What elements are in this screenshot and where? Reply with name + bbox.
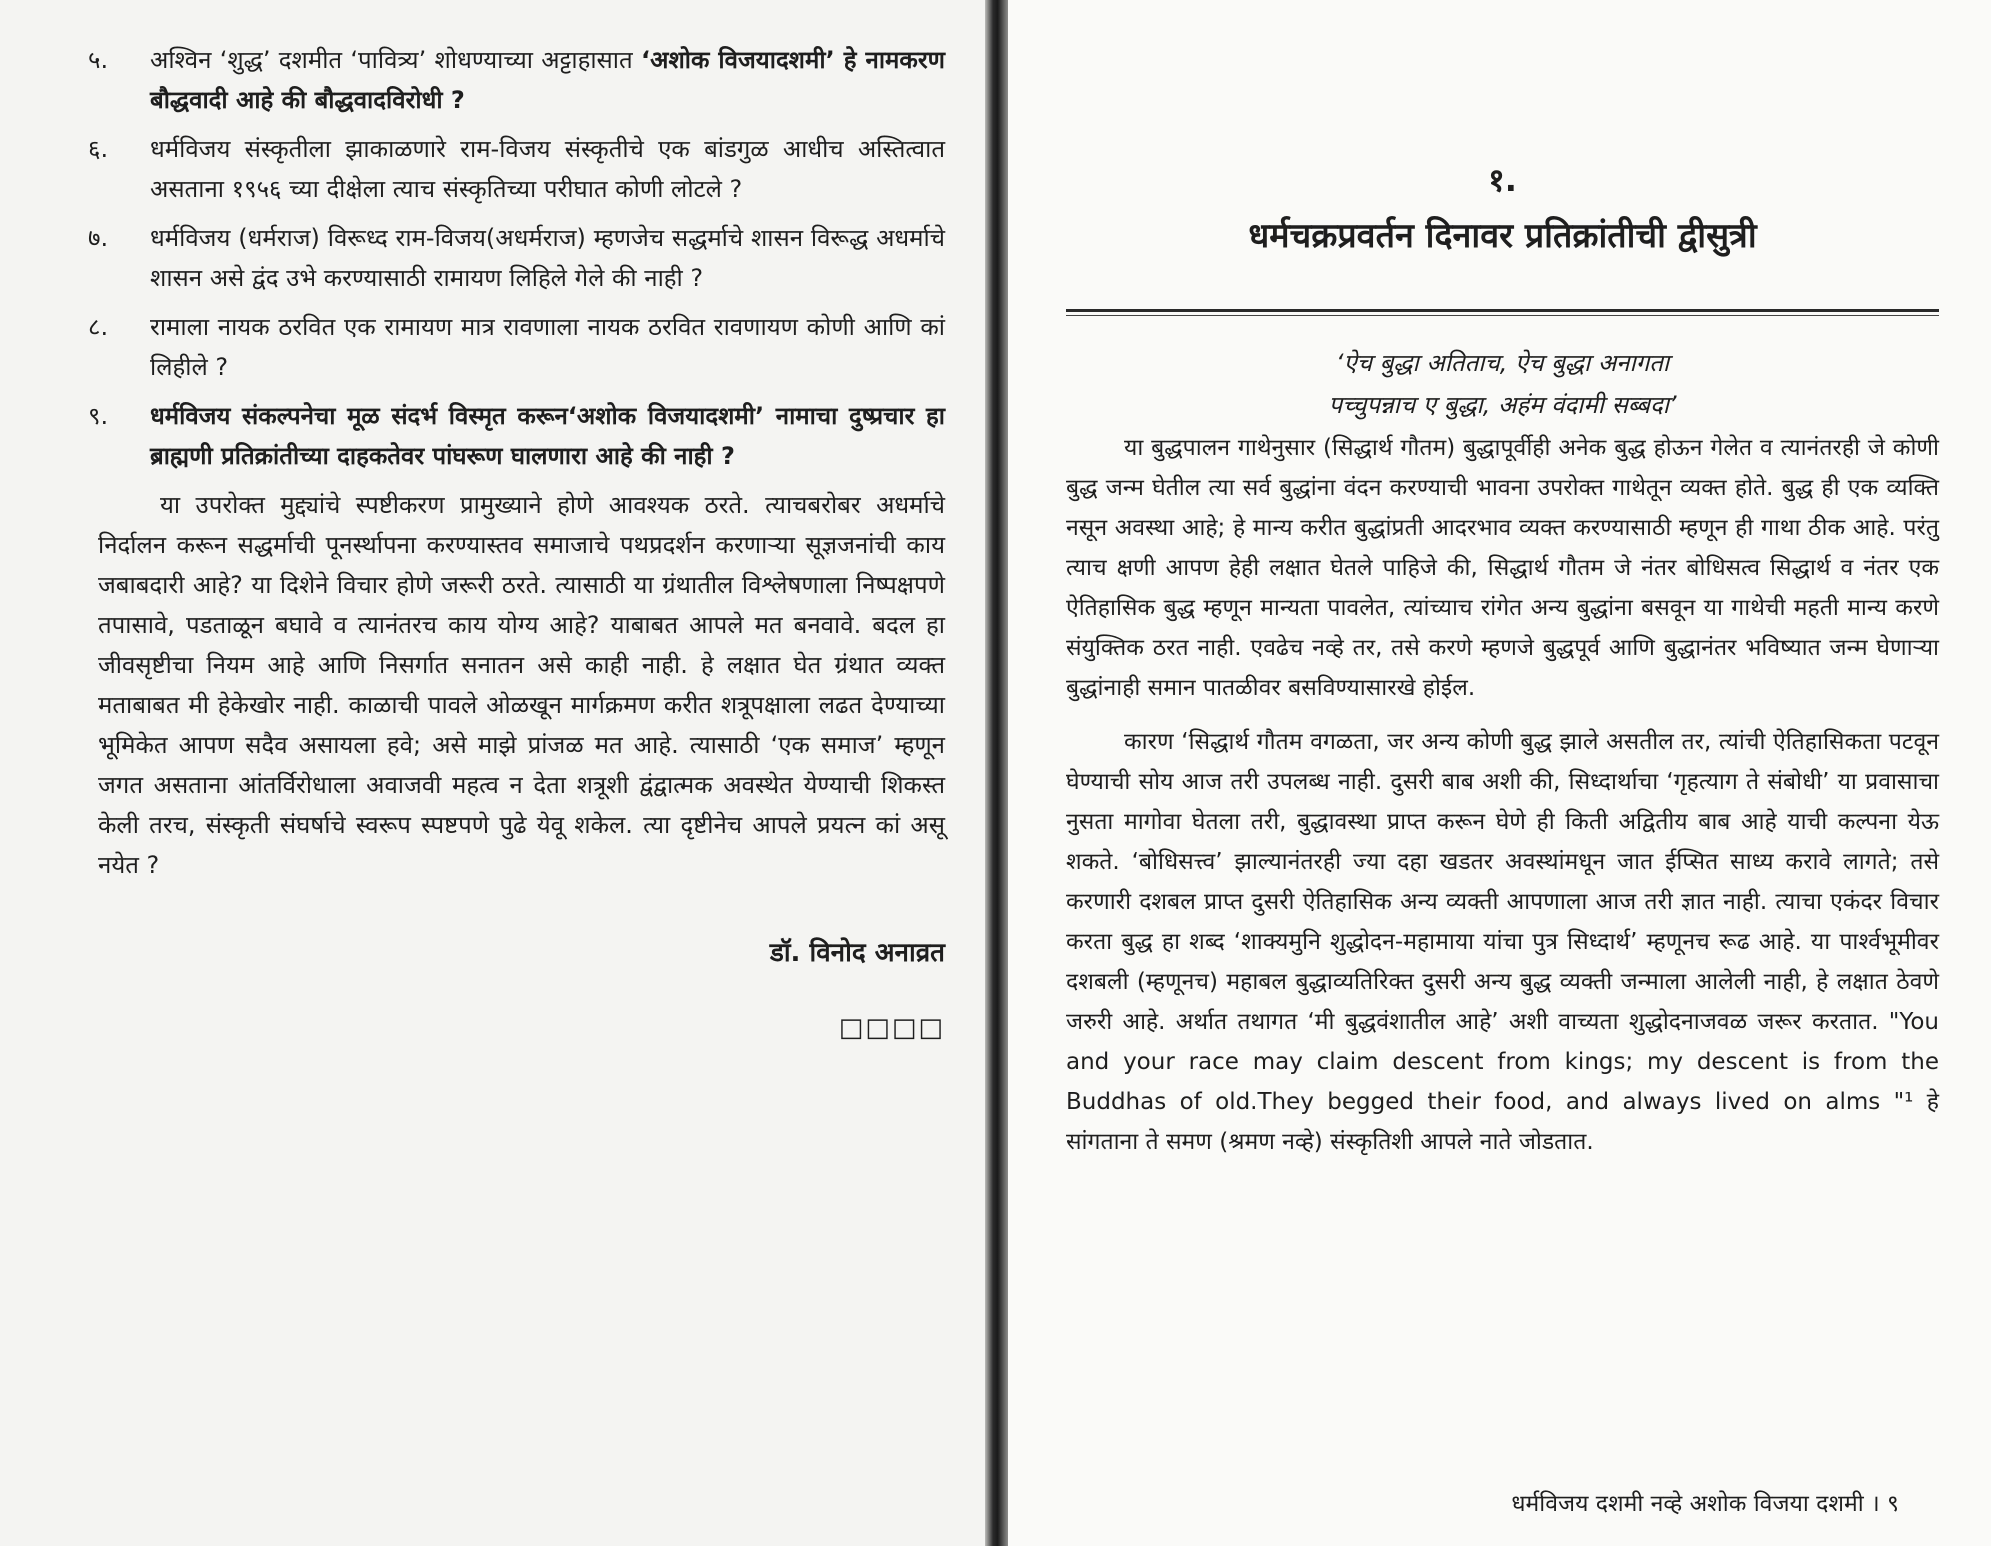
chapter-title: धर्मचक्रप्रवर्तन दिनावर प्रतिक्रांतीची द्वीसुत्री [1248, 216, 1757, 256]
book-gutter [985, 0, 1008, 1546]
question-text-normal: अश्विन ‘शुद्ध’ दशमीत ‘पावित्र्य’ शोधण्याच्या अट्टाहासात [150, 46, 641, 74]
question-item [78, 307, 945, 387]
verse-line: ‘ऐच बुद्धा अतिताच, ऐच बुद्धा अनागता [1335, 349, 1670, 377]
question-item [78, 396, 945, 476]
conclusion-paragraph: या उपरोक्त मुद्द्यांचे स्पष्टीकरण प्रामुख्याने होणे आवश्यक ठरते. त्याचबरोबर अधर्माचे निर्दालन करून सद्धर्माची पूनर्स्थापना करण्यास्तव समाजाचे पथप्रदर्शन करणाऱ्या सूज्ञजनांची काय जबाबदारी आहे? या दिशेने विचार होणे जरूरी ठरते. त्यासाठी या ग्रंथातील विश्लेषणाला निष्पक्षपणे तपासावे, पडताळून बघावे व त्यानंतरच काय योग्य आहे? याबाबत आपले मत बनवावे. बदल हा जीवसृष्टीचा नियम आहे आणि निसर्गात सनातन असे काही नाही. हे लक्षात घेत ग्रंथात व्यक्त मताबाबत मी हेकेखोर नाही. काळाची पावले ओळखून मार्गक्रमण करीत शत्रूपक्षाला लढत देण्याच्या भूमिकेत आपण सदैव असायला हवे; असे माझे प्रांजळ मत आहे. त्यासाठी ‘एक समाज’ म्हणून जगत असताना आंतर्विरोधाला अवाजवी महत्व न देता शत्रूशी द्वंद्वात्मक अवस्थेत येण्याची शिकस्त केली तरच, संस्कृती संघर्षाचे स्वरूप स्पष्टपणे पुढे येवू शकेल. त्या दृष्टीनेच आपले प्रयत्न कां असू नयेत ? [98, 491, 945, 879]
author-signature: डॉ. विनोद अनाव्रत [769, 938, 945, 968]
question-text: धर्मविजय (धर्मराज) विरूध्द राम-विजय(अधर्मराज) म्हणजेच सद्धर्माचे शासन विरूद्ध अधर्माचे शासन असे द्वंद उभे करण्यासाठी रामायण लिहिले गेले की नाही ? [150, 224, 945, 292]
question-text: धर्मविजय संस्कृतीला झाकाळणारे राम-विजय संस्कृतीचे एक बांडगुळ आधीच अस्तित्वात असताना १९५६ च्या दीक्षेला त्याच संस्कृतिच्या परीघात कोणी लोटले ? [150, 135, 945, 203]
body-paragraph: या बुद्धपालन गाथेनुसार (सिद्धार्थ गौतम) बुद्धापूर्वीही अनेक बुद्ध होऊन गेलेत व त्यानंतरही जे कोणी बुद्ध जन्म घेतील त्या सर्व बुद्धांना वंदन करण्याची भावना उपरोक्त गाथेतून व्यक्त होते. बुद्ध ही एक व्यक्ति नसून अवस्था आहे; हे मान्य करीत बुद्धांप्रती आदरभाव व्यक्त करण्यासाठी म्हणून ही गाथा ठीक आहे. परंतु त्याच क्षणी आपण हेही लक्षात घेतले पाहिजे की, सिद्धार्थ गौतम जे नंतर बोधिसत्व सिद्धार्थ व नंतर एक ऐतिहासिक बुद्ध म्हणून मान्यता पावलेत, त्यांच्याच रांगेत अन्य बुद्धांना बसवून या गाथेची महती मान्य करणे संयुक्तिक ठरत नाही. एवढेच नव्हे तर, तसे करणे म्हणजे बुद्धपूर्व आणि बुद्धानंतर भविष्यात जन्म घेणाऱ्या बुद्धांनाही समान पातळीवर बसविण्यासारखे होईल. [1066, 435, 1939, 701]
chapter-number: १. [1488, 161, 1517, 199]
right-page [1008, 0, 1991, 1546]
question-text: रामाला नायक ठरवित एक रामायण मात्र रावणाला नायक ठरवित रावणायण कोणी आणि कां लिहीले ? [150, 313, 945, 381]
question-number: ८. [88, 313, 109, 341]
page-footer: धर्मविजय दशमी नव्हे अशोक विजया दशमी । ९ [1511, 1491, 1899, 1517]
question-number: ७. [88, 224, 109, 252]
title-rule [1066, 309, 1939, 316]
question-text [150, 40, 945, 120]
rule-thin [1066, 315, 1939, 316]
question-text-bold: ‘अशोक विजयादशमी’ हे नामकरण बौद्धवादी आहे की बौद्धवादविरोधी ? [150, 46, 945, 114]
body-paragraph: कारण ‘सिद्धार्थ गौतम वगळता, जर अन्य कोणी बुद्ध झाले असतील तर, त्यांची ऐतिहासिकता पटवून घेण्याची सोय आज तरी उपलब्ध नाही. दुसरी बाब अशी की, सिध्दार्थाचा ‘गृहत्याग ते संबोधी’ या प्रवासाचा नुसता मागोवा घेतला तरी, बुद्धावस्था प्राप्त करून घेणे ही किती अद्वितीय बाब आहे याची कल्पना येऊ शकते. ‘बोधिसत्त्व’ झाल्यानंतरही ज्या दहा खडतर अवस्थांमधून जात ईप्सित साध्य करावे लागते; तसे करणारी दशबल प्राप्त दुसरी ऐतिहासिक अन्य व्यक्ती आपणाला आज तरी ज्ञात नाही. त्याचा एकंदर विचार करता बुद्ध हा शब्द ‘शाक्यमुनि शुद्धोदन-महामाया यांचा पुत्र सिध्दार्थ’ म्हणूनच रूढ आहे. या पार्श्वभूमीवर दशबली (म्हणूनच) महाबल बुद्धाव्यतिरिक्त दुसरी अन्य बुद्ध व्यक्ती जन्माला आलेली नाही, हे लक्षात ठेवणे जरुरी आहे. अर्थात तथागत ‘मी बुद्धवंशातील आहे’ अशी वाच्यता शुद्धोदनाजवळ जरूर करतात. "You and your race may claim descent from kings; my descent is from the Buddhas of old.They begged their food, and always lived on alms "¹ हे सांगताना ते समण (श्रमण नव्हे) संस्कृतिशी आपले नाते जोडतात. [1066, 729, 1939, 1155]
question-number: ९. [88, 402, 109, 430]
left-page [0, 0, 985, 1546]
question-item [78, 129, 945, 209]
question-text: धर्मविजय संकल्पनेचा मूळ संदर्भ विस्मृत करून‘अशोक विजयादशमी’ नामाचा दुष्प्रचार हा ब्राह्मणी प्रतिक्रांतीच्या दाहकतेवर पांघरूण घालणारा आहे की नाही ? [150, 402, 945, 470]
verse-line: पच्चुपन्नाच ए बुद्धा, अहंम वंदामी सब्बदा’ [1328, 391, 1677, 419]
question-list [78, 40, 945, 476]
section-end-marks: □□□□ [838, 1013, 945, 1043]
question-item [78, 40, 945, 120]
rule-thick [1066, 309, 1939, 312]
question-number: ५. [88, 46, 109, 74]
question-number: ६. [88, 135, 109, 163]
question-item [78, 218, 945, 298]
